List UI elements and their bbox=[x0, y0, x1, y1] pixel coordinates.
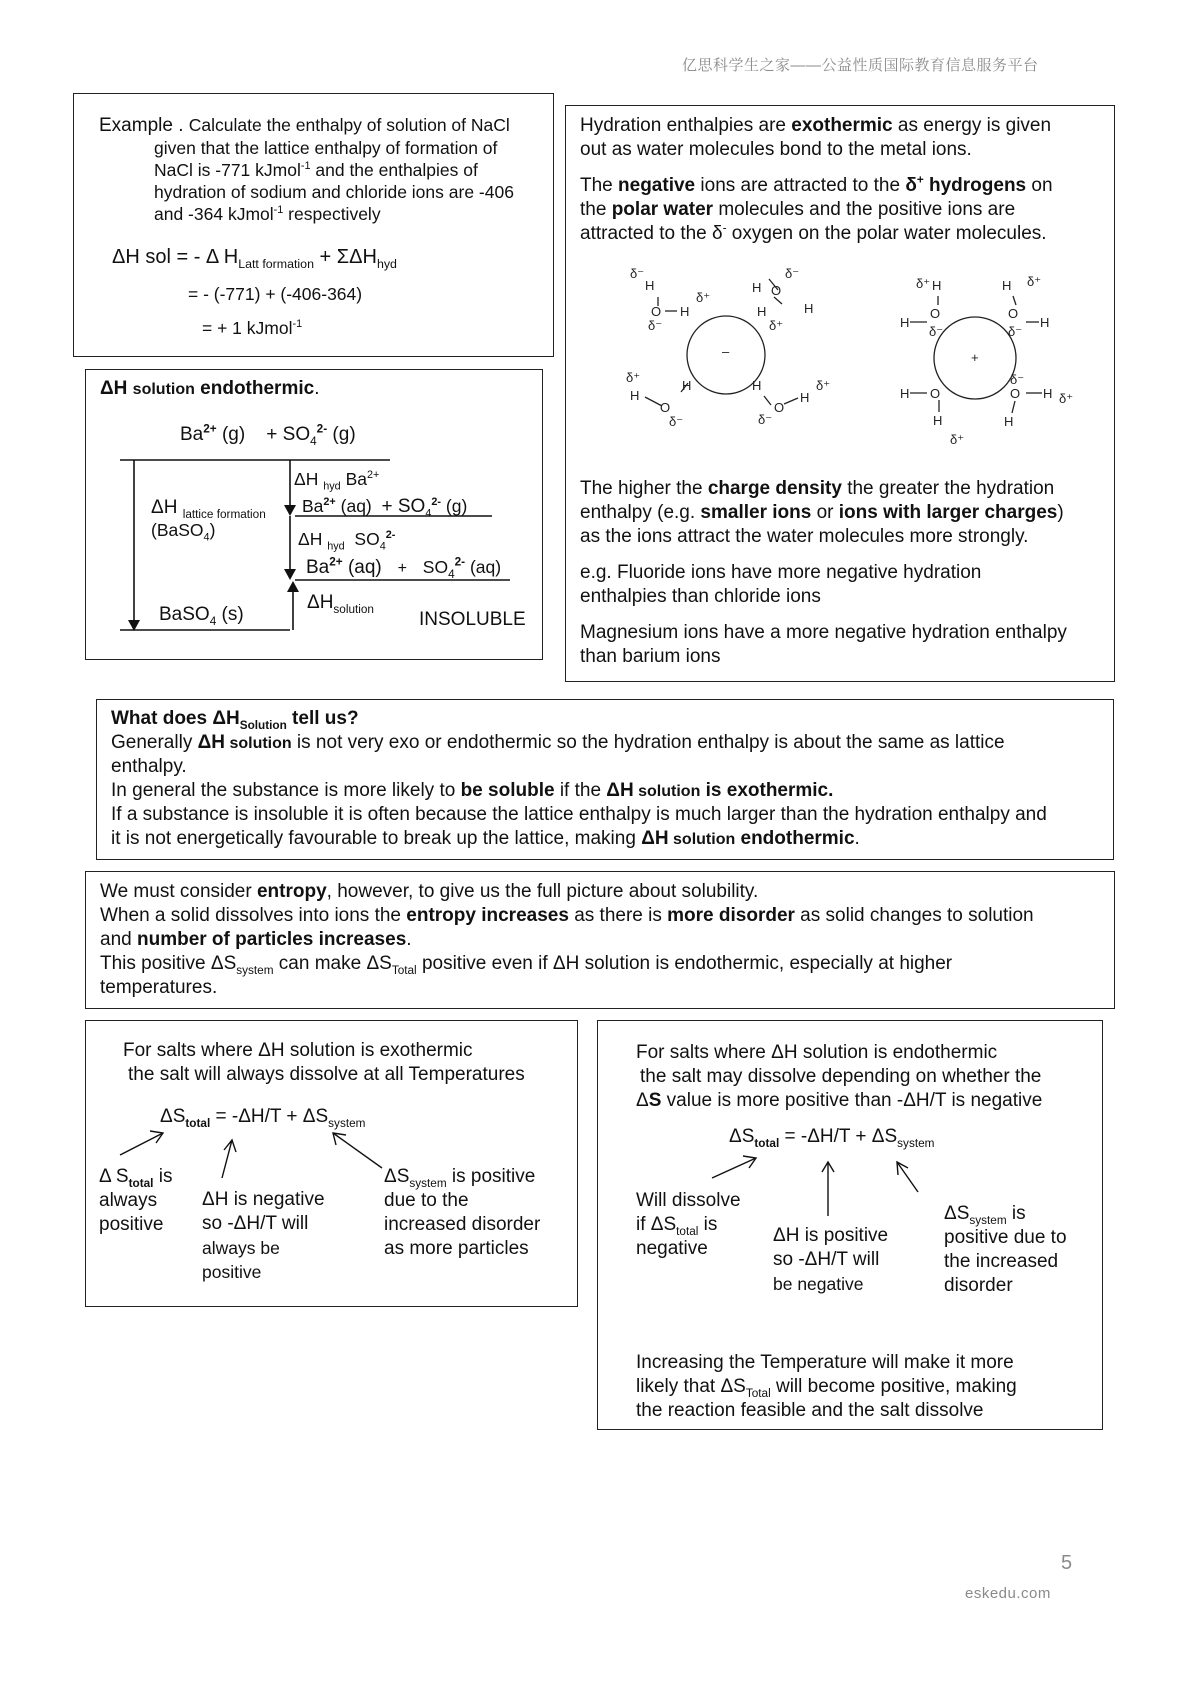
hydration-p4-line1: e.g. Fluoride ions have more negative hydration bbox=[580, 562, 982, 583]
endothermic-title: ΔH solution endothermic. bbox=[100, 378, 320, 399]
svg-text:H: H bbox=[933, 413, 943, 428]
endo-right-2: positive due to bbox=[944, 1227, 1067, 1248]
svg-text:δ⁺: δ⁺ bbox=[950, 432, 965, 447]
example-equation-1: ΔH sol = - Δ $H_{Latt formation} + \Sigma\Delta H_{hyd}$ bbox=[112, 246, 397, 271]
hydration-p5-line2: than barium ions bbox=[580, 646, 721, 667]
hydration-p4-line2: enthalpies than chloride ions bbox=[580, 586, 821, 607]
example-line-3: NaCl is -771 kJmol$^{-1}$ and the enthalpies of bbox=[154, 160, 478, 180]
exo-right-3: increased disorder bbox=[384, 1214, 541, 1235]
svg-text:δ⁺: δ⁺ bbox=[769, 318, 784, 333]
svg-text:O: O bbox=[1008, 306, 1019, 321]
exo-right-4: as more particles bbox=[384, 1238, 529, 1259]
svg-text:δ⁻: δ⁻ bbox=[929, 324, 944, 339]
entropy-line-4: This positive $\Delta S_{system}$ can make $\Delta S_{Total}$ positive even if ΔH solution is endothermic, especially at higher bbox=[100, 953, 953, 977]
svg-text:H: H bbox=[932, 278, 942, 293]
exo-mid-2: so -ΔH/T will bbox=[202, 1213, 309, 1234]
exo-mid-4: positive bbox=[202, 1262, 262, 1282]
exo-left-3: positive bbox=[99, 1214, 164, 1235]
svg-text:δ⁺: δ⁺ bbox=[1059, 391, 1074, 406]
example-line-5: and -364 kJmol$^{-1}$ respectively bbox=[154, 204, 381, 224]
endo-mid-3: be negative bbox=[773, 1274, 864, 1294]
exo-right-1: $\Delta S_{system}$ is positive bbox=[384, 1166, 536, 1190]
example-equation-2: = - (-771) + (-406-364) bbox=[188, 284, 363, 304]
svg-text:H: H bbox=[630, 388, 640, 403]
svg-text:δ⁺: δ⁺ bbox=[1027, 274, 1042, 289]
svg-text:H: H bbox=[800, 390, 810, 405]
endo-mid-1: ΔH is positive bbox=[773, 1225, 889, 1246]
endo-left-1: Will dissolve bbox=[636, 1190, 741, 1211]
hydration-p1-line1: Hydration enthalpies are exothermic as energy is given bbox=[580, 115, 1052, 136]
top-level-ions: $Ba^{2+}$ (g) + $SO_4^{2-}$ (g) bbox=[180, 422, 356, 448]
footer-domain: eskedu.com bbox=[965, 1585, 1051, 1602]
endo-line-3: ΔS value is more positive than -ΔH/T is negative bbox=[636, 1090, 1043, 1111]
exo-line-2: the salt will always dissolve at all Temperatures bbox=[128, 1064, 525, 1085]
svg-text:–: – bbox=[722, 344, 730, 359]
entropy-line-1: We must consider entropy, however, to give us the full picture about solubility. bbox=[100, 881, 759, 902]
endo-left-3: negative bbox=[636, 1238, 708, 1259]
what-does-line-3: In general the substance is more likely to be soluble if the ΔH solution is exothermic. bbox=[111, 780, 834, 801]
svg-text:H: H bbox=[752, 378, 762, 393]
svg-text:H: H bbox=[900, 315, 910, 330]
svg-text:H: H bbox=[1004, 414, 1014, 429]
svg-text:δ⁻: δ⁻ bbox=[669, 414, 684, 429]
hyd-so4-label: ΔH $_{hyd}$ $SO_4^{2-}$ bbox=[298, 529, 396, 553]
svg-text:H: H bbox=[752, 280, 762, 295]
svg-text:H: H bbox=[1043, 386, 1053, 401]
endo-line-2: the salt may dissolve depending on whether the bbox=[640, 1066, 1042, 1087]
svg-text:H: H bbox=[1002, 278, 1012, 293]
svg-text:O: O bbox=[774, 400, 785, 415]
exo-mid-3: always be bbox=[202, 1238, 280, 1258]
svg-text:δ⁻: δ⁻ bbox=[785, 266, 800, 281]
exo-right-2: due to the bbox=[384, 1190, 469, 1211]
endo-mid-2: so -ΔH/T will bbox=[773, 1249, 880, 1270]
hydration-p3-line1: The higher the charge density the greater the hydration bbox=[580, 478, 1055, 499]
hydration-p2-line3: attracted to the δ- oxygen on the polar water molecules. bbox=[580, 221, 1047, 244]
svg-text:H: H bbox=[757, 304, 767, 319]
svg-text:O: O bbox=[660, 400, 671, 415]
what-does-title: What does $\Delta H_{Solution}$ tell us? bbox=[111, 708, 359, 732]
endo-right-4: disorder bbox=[944, 1275, 1013, 1296]
svg-text:O: O bbox=[651, 304, 662, 319]
mid-level-ions: $Ba^{2+}$ $(aq) + SO_4^{2-}$ (g) bbox=[302, 496, 468, 520]
endo-bottom-3: the reaction feasible and the salt dissolve bbox=[636, 1400, 984, 1421]
svg-text:δ⁻: δ⁻ bbox=[648, 318, 663, 333]
low-level-ions: $Ba^{2+}$ (aq) + $SO_4^{2-}$ (aq) bbox=[306, 555, 502, 581]
svg-text:O: O bbox=[930, 386, 941, 401]
svg-text:δ⁺: δ⁺ bbox=[696, 290, 711, 305]
exo-left-1: Δ $S_{total}$ is bbox=[99, 1166, 173, 1190]
entropy-line-5: temperatures. bbox=[100, 977, 218, 998]
svg-text:H: H bbox=[682, 378, 692, 393]
what-does-line-2: enthalpy. bbox=[111, 756, 187, 777]
endo-right-3: the increased bbox=[944, 1251, 1059, 1272]
hydration-p1-line2: out as water molecules bond to the metal ions. bbox=[580, 139, 972, 160]
hydration-p3-line2: enthalpy (e.g. smaller ions or ions with larger charges) bbox=[580, 502, 1064, 523]
example-equation-3: = + 1 kJmol$^{-1}$ bbox=[202, 318, 303, 338]
svg-text:H: H bbox=[645, 278, 655, 293]
entropy-line-2: When a solid dissolves into ions the entropy increases as there is more disorder as solid changes to solution bbox=[100, 905, 1034, 926]
svg-text:δ⁻: δ⁻ bbox=[630, 266, 645, 281]
exo-line-1: For salts where ΔH solution is exothermic bbox=[123, 1040, 473, 1061]
dh-solution-label: $\Delta H_{solution}$ bbox=[307, 592, 374, 616]
solid-label: BaSO$_4$ (s) bbox=[159, 604, 244, 628]
svg-text:H: H bbox=[1040, 315, 1050, 330]
hydration-p5-line1: Magnesium ions have a more negative hydration enthalpy bbox=[580, 622, 1067, 643]
entropy-line-3: and number of particles increases. bbox=[100, 929, 412, 950]
example-line-2: given that the lattice enthalpy of formation of bbox=[154, 138, 498, 158]
svg-text:H: H bbox=[900, 386, 910, 401]
what-does-line-4: If a substance is insoluble it is often because the lattice enthalpy is much larger than the hydration enthalpy and bbox=[111, 804, 1047, 825]
what-does-line-5: it is not energetically favourable to break up the lattice, making ΔH solution endothermic. bbox=[111, 828, 860, 849]
endo-line-1: For salts where ΔH solution is endothermic bbox=[636, 1042, 998, 1063]
hydration-p2-line1: The negative ions are attracted to the δ+ hydrogens on bbox=[580, 173, 1053, 196]
svg-text:O: O bbox=[930, 306, 941, 321]
hyd-ba-label: ΔH $_{hyd}$ $Ba^{2+}$ bbox=[294, 469, 380, 493]
endo-bottom-1: Increasing the Temperature will make it more bbox=[636, 1352, 1014, 1373]
page-number: 5 bbox=[1061, 1552, 1073, 1574]
svg-text:O: O bbox=[771, 283, 782, 298]
hydration-p2-line2: the polar water molecules and the positive ions are bbox=[580, 199, 1016, 220]
insoluble-label: INSOLUBLE bbox=[419, 609, 526, 630]
endo-bottom-2: likely that $\Delta S_{Total}$ will become positive, making bbox=[636, 1376, 1017, 1400]
svg-text:+: + bbox=[971, 350, 979, 365]
svg-text:δ⁻: δ⁻ bbox=[758, 412, 773, 427]
endo-right-1: $\Delta S_{system}$ is bbox=[944, 1203, 1026, 1227]
svg-text:δ⁺: δ⁺ bbox=[916, 276, 931, 291]
svg-text:H: H bbox=[680, 304, 690, 319]
what-does-line-1: Generally ΔH solution is not very exo or endothermic so the hydration enthalpy is about the same as lattice bbox=[111, 732, 1005, 753]
svg-text:δ⁺: δ⁺ bbox=[816, 378, 831, 393]
header-site-name: 亿思科学生之家——公益性质国际教育信息服务平台 bbox=[682, 57, 1039, 74]
svg-text:δ⁺: δ⁺ bbox=[626, 370, 641, 385]
svg-text:O: O bbox=[1010, 386, 1021, 401]
exo-equation: $\Delta S_{total} = -\Delta H/T + \Delta S_{system}$ bbox=[160, 1106, 366, 1130]
exo-mid-1: ΔH is negative bbox=[202, 1189, 325, 1210]
svg-text:δ⁻: δ⁻ bbox=[1010, 372, 1025, 387]
example-line-4: hydration of sodium and chloride ions are -406 bbox=[154, 182, 514, 202]
hydration-p3-line3: as the ions attract the water molecules more strongly. bbox=[580, 526, 1029, 547]
svg-text:δ⁻: δ⁻ bbox=[1008, 324, 1023, 339]
lattice-label: ΔH $_{lattice formation}$ bbox=[151, 497, 266, 521]
lattice-compound: (BaSO$_4$) bbox=[151, 520, 216, 544]
svg-text:H: H bbox=[804, 301, 814, 316]
example-lead: Example . Calculate the enthalpy of solution of NaCl bbox=[99, 115, 510, 136]
exo-left-2: always bbox=[99, 1190, 158, 1211]
endo-equation: $\Delta S_{total} = -\Delta H/T + \Delta S_{system}$ bbox=[729, 1126, 935, 1150]
endo-left-2: if $\Delta S_{total}$ is bbox=[636, 1214, 718, 1238]
